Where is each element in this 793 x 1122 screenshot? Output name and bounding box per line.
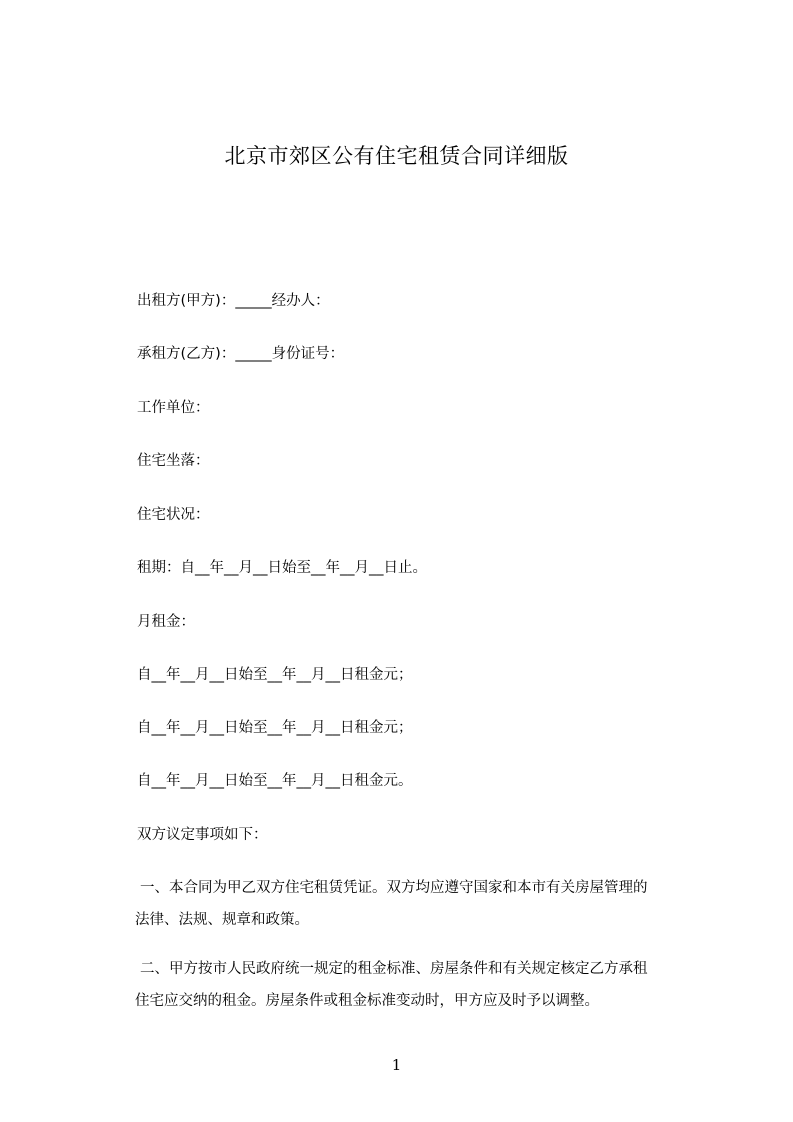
clause-line: 二、甲方按市人民政府统一规定的租金标准、房屋条件和有关规定核定乙方承租 — [140, 961, 648, 977]
document-title: 北京市郊区公有住宅租赁合同详细版 — [224, 144, 569, 168]
clause-line: 住宅应交纳的租金。房屋条件或租金标准变动时，甲方应及时予以调整。 — [135, 993, 599, 1009]
clause-line: 一、本合同为甲乙双方住宅租赁凭证。双方均应遵守国家和本市有关房屋管理的 — [140, 880, 648, 896]
clause-paragraph — [137, 953, 705, 1017]
address-field: 住宅坐落： — [137, 453, 210, 469]
condition-field: 住宅状况： — [137, 507, 210, 523]
lessor-field: 出租方(甲方)：_____经办人： — [137, 293, 330, 309]
rent-period-line: 自__年__月__日始至__年__月__日租金元。 — [137, 773, 413, 789]
clause-line: 法律、法规、规章和政策。 — [135, 912, 309, 928]
agreed-matters-heading: 双方议定事项如下： — [137, 827, 268, 843]
lease-term-field: 租期：自__年__月__日始至__年__月__日止。 — [137, 560, 427, 576]
lessee-field: 承租方(乙方)：_____身份证号： — [137, 346, 345, 362]
employer-field: 工作单位： — [137, 400, 210, 416]
clause-paragraph — [137, 872, 705, 936]
monthly-rent-field: 月租金： — [137, 614, 195, 630]
rent-period-line: 自__年__月__日始至__年__月__日租金元； — [137, 667, 413, 683]
page-number: 1 — [391, 1056, 402, 1074]
rent-period-line: 自__年__月__日始至__年__月__日租金元； — [137, 720, 413, 736]
